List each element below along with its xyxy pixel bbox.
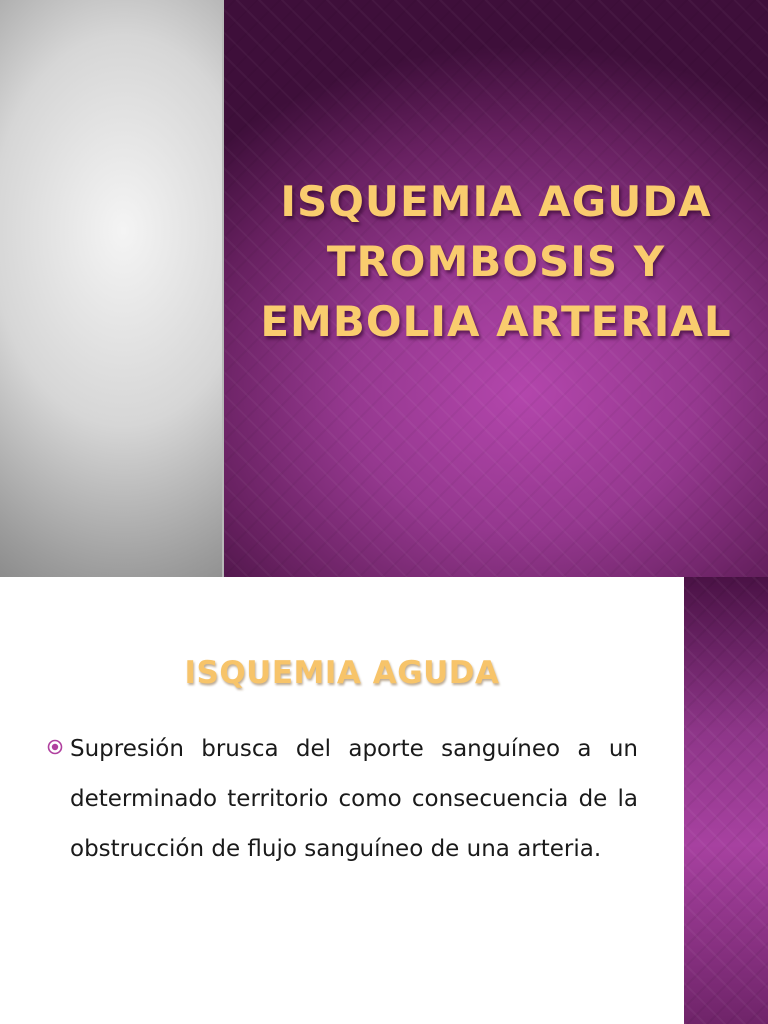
bullet-text: Supresión brusca del aporte sanguíneo a un determinado territorio como consecuencia de la obstrucción de flujo sanguíneo de una arteria.: [70, 736, 638, 862]
bullet-item: [46, 724, 638, 874]
content-slide: [0, 577, 768, 1024]
title-line-3: EMBOLIA ARTERIAL: [260, 297, 732, 346]
purple-side-strip: [684, 577, 768, 1024]
section-heading: ISQUEMIA AGUDA: [184, 655, 500, 691]
circle-bullet-icon: [46, 738, 64, 756]
title-line-2: TROMBOSIS Y: [326, 237, 666, 286]
title-line-1: ISQUEMIA AGUDA: [280, 177, 712, 226]
slide-title: [224, 172, 768, 352]
gray-side-panel: [0, 0, 224, 577]
